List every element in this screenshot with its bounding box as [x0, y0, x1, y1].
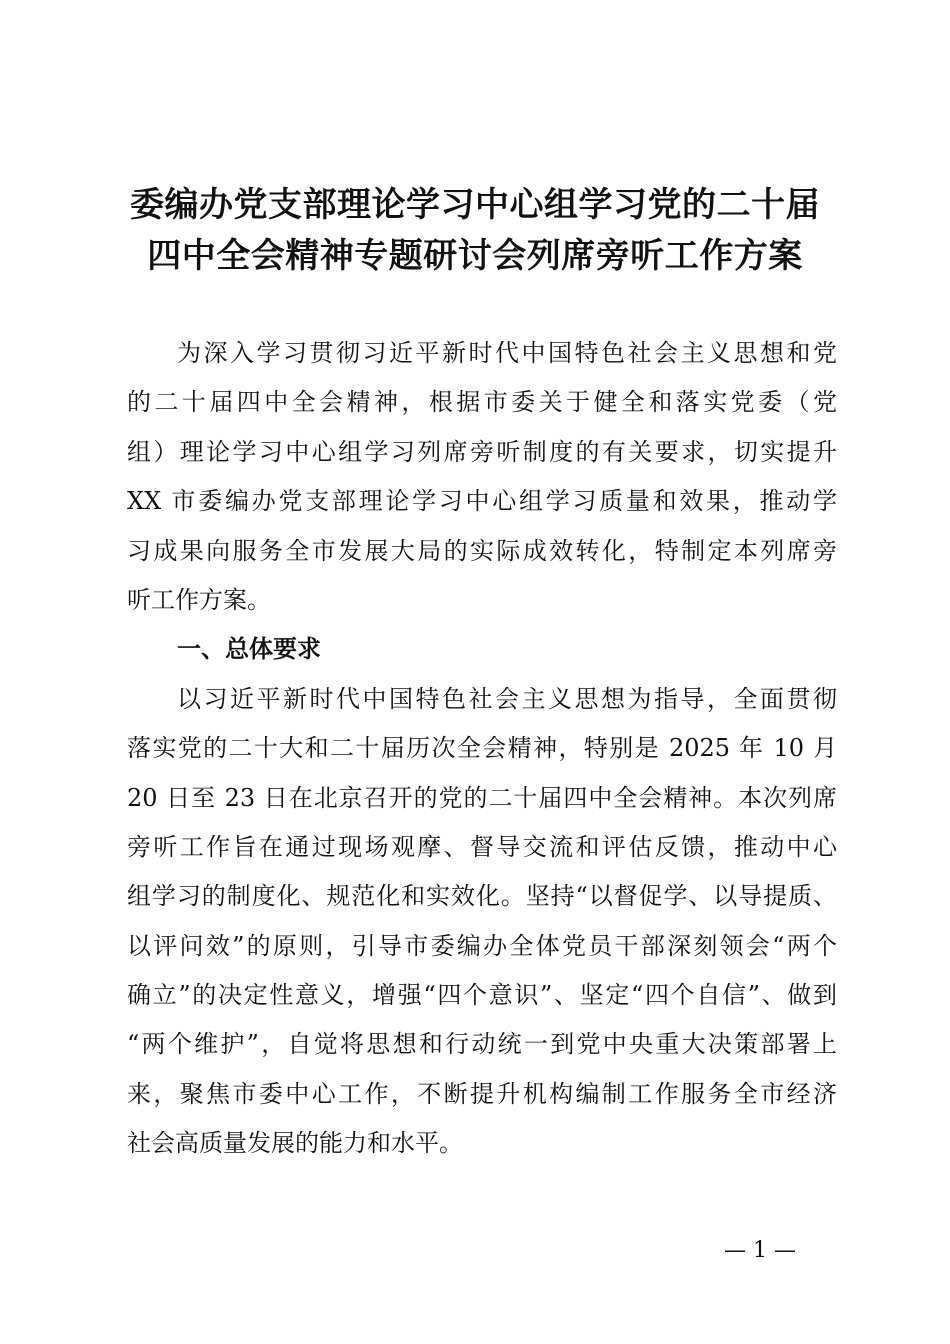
paragraph-line: 来，聚焦市委中心工作，不断提升机构编制工作服务全市经济 — [127, 1079, 837, 1108]
paragraph-line: 旁听工作旨在通过现场观摩、督导交流和评估反馈，推动中心 — [127, 832, 837, 861]
paragraph-line: 习成果向服务全市发展大局的实际成效转化，特制定本列席旁 — [127, 536, 837, 565]
paragraph-line: 落实党的二十大和二十届历次全会精神，特别是 2025 年 10 月 — [127, 734, 837, 763]
page-number: — 1 — — [724, 1238, 796, 1263]
paragraph-line: 社会高质量发展的能力和水平。 — [127, 1129, 463, 1158]
document-title — [95, 180, 855, 282]
section-heading: 一、总体要求 — [177, 635, 321, 664]
paragraph-line: 为深入学习贯彻习近平新时代中国特色社会主义思想和党 — [177, 339, 837, 367]
title-line-2: 四中全会精神专题研讨会列席旁听工作方案 — [147, 236, 803, 276]
paragraph-line: 以习近平新时代中国特色社会主义思想为指导，全面贯彻 — [177, 684, 837, 713]
paragraph-intro — [127, 329, 837, 625]
paragraph-line: 听工作方案。 — [127, 585, 271, 614]
paragraph-line: 确立”的决定性意义，增强“四个意识”、坚定“四个自信”、做到 — [127, 981, 837, 1010]
paragraph-line: 组学习的制度化、规范化和实效化。坚持“以督促学、以导提质、 — [127, 882, 837, 911]
document-body — [127, 329, 837, 1169]
paragraph-line: 的二十届四中全会精神，根据市委关于健全和落实党委（党 — [127, 388, 837, 417]
paragraph-general-requirements — [127, 675, 837, 1169]
paragraph-line: 20 日至 23 日在北京召开的党的二十届四中全会精神。本次列席 — [127, 783, 837, 812]
title-line-1: 委编办党支部理论学习中心组学习党的二十届 — [130, 185, 820, 225]
paragraph-line: 组）理论学习中心组学习列席旁听制度的有关要求，切实提升 — [127, 437, 837, 466]
paragraph-line: 以评问效”的原则，引导市委编办全体党员干部深刻领会“两个 — [127, 931, 837, 960]
paragraph-line: “两个维护”，自觉将思想和行动统一到党中央重大决策部署上 — [127, 1030, 837, 1059]
paragraph-line: XX 市委编办党支部理论学习中心组学习质量和效果，推动学 — [127, 487, 837, 516]
